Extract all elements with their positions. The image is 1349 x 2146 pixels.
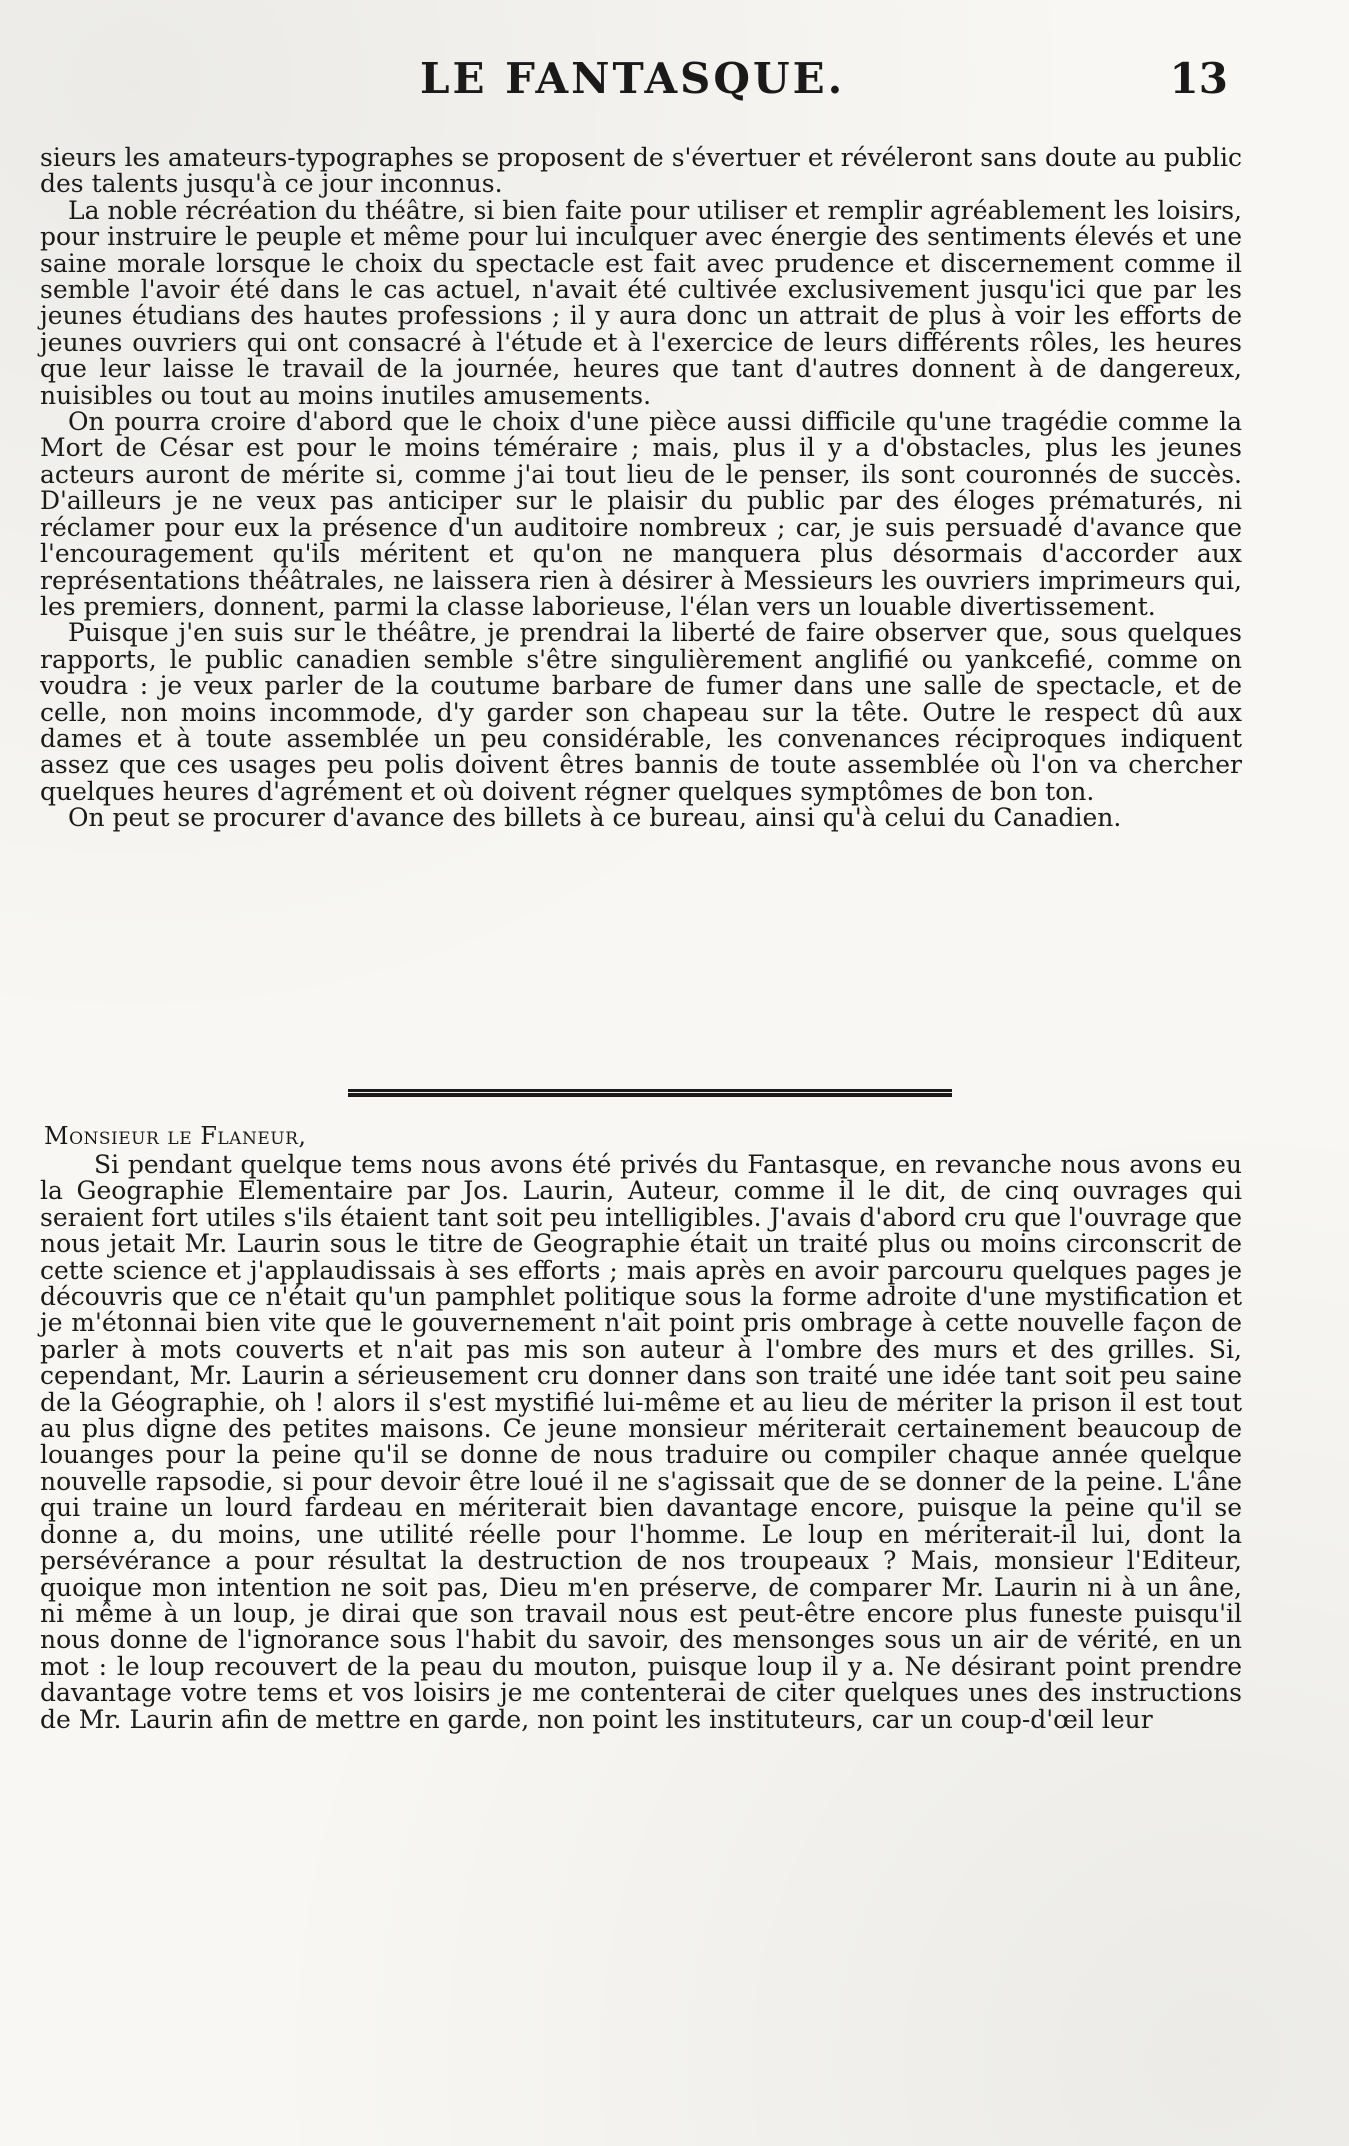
- section-divider-rule: [348, 1089, 952, 1097]
- article-paragraph: La noble récréation du théâtre, si bien faite pour utiliser et remplir agréablement les loisirs, pour instruire le peuple et même pour lui inculquer avec énergie des sentiments élevés et une saine morale lorsque le choix du spectacle est fait avec prudence et discernement comme il semble l'avoir été dans le cas actuel, n'avait été cultivée exclusivement jusqu'ici que par les jeunes étudians des hautes professions ; il y aura donc un attrait de plus à voir les efforts de jeunes ouvriers qui ont consacré à l'étude et à l'exercice de leurs différents rôles, les heures que leur laisse le travail de la journée, heures que tant d'autres donnent à de dangereux, nuisibles ou tout au moins inutiles amusements.: [40, 195, 1242, 410]
- article-paragraph: On peut se procurer d'avance des billets à ce bureau, ainsi qu'à celui du Canadien.: [68, 803, 1122, 833]
- page-number: 13: [1169, 54, 1228, 103]
- letter-salutation: Monsieur le Flaneur,: [44, 1122, 307, 1150]
- page-header: [40, 54, 1250, 114]
- article-paragraph: Puisque j'en suis sur le théâtre, je prendrai la liberté de faire observer que, sous quelques rapports, le public canadien semble s'être singulièrement anglifié ou yankcefié, comme on voudra : je veux parler de la coutume barbare de fumer dans une salle de spectacle, et de celle, non moins incommode, d'y garder son chapeau sur la tête. Outre le respect dû aux dames et à toute assemblée un peu considérable, les convenances réciproques indiquent assez que ces usages peu polis doivent êtres bannis de toute assemblée où l'on va chercher quelques heures d'agrément et où doivent régner quelques symptômes de bon ton.: [40, 618, 1242, 806]
- running-title: LE FANTASQUE.: [420, 54, 846, 103]
- article-paragraph: sieurs les amateurs-typographes se proposent de s'évertuer et révéleront sans doute au public des talents jusqu'à ce jour inconnus.: [40, 143, 1242, 199]
- letter-to-editor: [40, 1120, 1242, 1733]
- theatre-article: [40, 145, 1242, 832]
- article-paragraph: On pourra croire d'abord que le choix d'une pièce aussi difficile qu'une tragédie comme la Mort de César est pour le moins téméraire ; mais, plus il y a d'obstacles, plus les jeunes acteurs auront de mérite si, comme j'ai tout lieu de le penser, ils sont couronnés de succès. D'ailleurs je ne veux pas anticiper sur le plaisir du public par des éloges prématurés, ni réclamer pour eux la présence d'un auditoire nombreux ; car, je suis persuadé d'avance que l'encouragement qu'ils méritent et qu'on ne manquera plus désormais d'accorder aux représentations théâtrales, ne laissera rien à désirer à Messieurs les ouvriers imprimeurs qui, les premiers, donnent, parmi la classe laborieuse, l'élan vers un louable divertissement.: [40, 407, 1242, 621]
- letter-paragraph: Si pendant quelque tems nous avons été privés du Fantasque, en revanche nous avons eu la Geographie Elementaire par Jos. Laurin, Auteur, comme il le dit, de cinq ouvrages qui seraient fort utiles s'ils étaient tant soit peu intelligibles. J'avais d'abord cru que l'ouvrage que nous jetait Mr. Laurin sous le titre de Geographie était un traité plus ou moins circonscrit de cette science et j'applaudissais à ses efforts ; mais après en avoir parcouru quelques pages je découvris que ce n'était qu'un pamphlet politique sous la forme adroite d'une mystification et je m'étonnai bien vite que le gouvernement n'ait point pris ombrage à cette nouvelle façon de parler à mots couverts et n'ait pas mis son auteur à l'ombre des murs et des grilles. Si, cependant, Mr. Laurin a sérieusement cru donner dans son traité une idée tant soit peu saine de la Géographie, oh ! alors il s'est mystifié lui-même et au lieu de mériter la prison il est tout au plus digne des petites maisons. Ce jeune monsieur mériterait certainement beaucoup de louanges pour la peine qu'il se donne de nous traduire ou compiler chaque année quelque nouvelle rapsodie, si pour devoir être loué il ne s'agissait que de se donner de la peine. L'âne qui traine un lourd fardeau en mériterait bien davantage encore, puisque la peine qu'il se donne a, du moins, une utilité réelle pour l'homme. Le loup en mériterait-il lui, dont la persévérance a pour résultat la destruction de nos troupeaux ? Mais, monsieur l'Editeur, quoique mon intention ne soit pas, Dieu m'en préserve, de comparer Mr. Laurin ni à un âne, ni même à un loup, je dirai que son travail nous est peut-être encore plus funeste puisqu'il nous donne de l'ignorance sous l'habit du savoir, des mensonges sous un air de vérité, en un mot : le loup recouvert de la peau du mouton, puisque loup il y a. Ne désirant point prendre davantage votre tems et vos loisirs je me contenterai de citer quelques unes des instructions de Mr. Laurin afin de mettre en garde, non point les instituteurs, car un coup-d'œil leur: [40, 1150, 1242, 1734]
